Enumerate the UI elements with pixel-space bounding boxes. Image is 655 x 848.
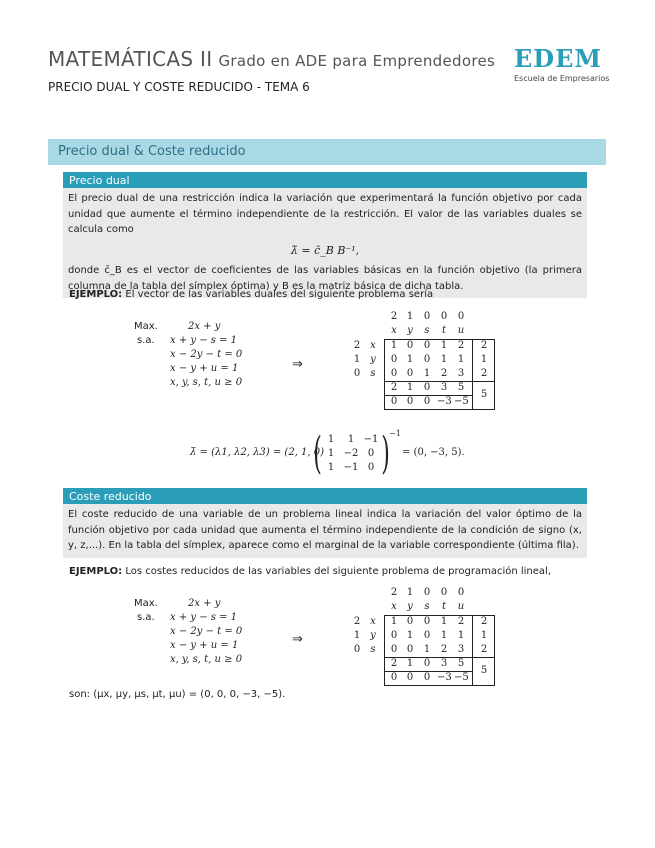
matrix-cell: 1: [327, 462, 335, 473]
basis-cost-3: 0: [353, 644, 361, 655]
section-title: Precio dual & Coste reducido: [58, 144, 246, 159]
rhs-cell: 2: [480, 368, 488, 379]
var-s: s: [424, 325, 430, 336]
precio-dual-box: [63, 172, 587, 298]
objective-function: 2x + y: [188, 598, 221, 609]
z-cell: 2: [390, 658, 398, 669]
basis-matrix: [322, 434, 382, 478]
constraint-3: x − y + u = 1: [170, 363, 239, 374]
rhs-cell: 1: [480, 630, 488, 641]
table-cell: 0: [390, 368, 398, 379]
rhs-cell: 2: [480, 616, 488, 627]
table-cell: 0: [406, 616, 414, 627]
basis-var-2: y: [370, 354, 376, 365]
constraint-2: x − 2y − t = 0: [170, 626, 243, 637]
max-label: Max.: [134, 598, 158, 609]
precio-dual-definition: El precio dual de una restricción indica la variación que experimentará la función objetivo por cada unidad que aumente el término independiente de la restricción. El valor de las variables duales se calcula como: [68, 193, 582, 235]
reduced-costs-result: son: (μx, μy, μs, μt, μu) = (0, 0, 0, −3, −5).: [69, 689, 286, 700]
dual-vector-lhs: λ̄ = (λ1, λ2, λ3) = (2, 1, 0): [190, 447, 325, 458]
st-label: s.a.: [137, 612, 155, 623]
z-value: 5: [480, 389, 488, 400]
cost-x: 2: [390, 587, 398, 598]
z-cell: 1: [406, 382, 414, 393]
table-cell: 2: [457, 616, 465, 627]
constraint-3: x − y + u = 1: [170, 640, 239, 651]
rhs-cell: 1: [480, 354, 488, 365]
table-cell: 1: [390, 616, 398, 627]
table-cell: 0: [406, 340, 414, 351]
table-cell: 0: [423, 630, 431, 641]
z-cell: 0: [423, 658, 431, 669]
table-cell: 1: [423, 368, 431, 379]
precio-dual-explanation: donde c̄_B es el vector de coeficientes de las variables básicas en la función objetivo (la primera columna de la tabla del símplex óptima) y B es la matriz básica de dicha tabla.: [68, 265, 582, 292]
table-cell: 3: [457, 368, 465, 379]
basis-var-1: x: [370, 340, 376, 351]
basis-var-1: x: [370, 616, 376, 627]
table-cell: 0: [423, 616, 431, 627]
topic-subtitle: PRECIO DUAL Y COSTE REDUCIDO - TEMA 6: [48, 80, 310, 94]
cost-t: 0: [440, 587, 448, 598]
cost-t: 0: [440, 311, 448, 322]
cost-x: 2: [390, 311, 398, 322]
dual-formula: λ̄ = c̄_B B⁻¹,: [290, 243, 360, 257]
z-cell: 5: [457, 382, 465, 393]
max-label: Max.: [134, 321, 158, 332]
constraint-1: x + y − s = 1: [170, 612, 237, 623]
edem-logo: EDEM: [514, 44, 602, 73]
table-cell: 1: [390, 340, 398, 351]
var-s: s: [424, 601, 430, 612]
example1-text: El vector de las variables duales del siguiente problema sería: [125, 289, 434, 300]
implies-arrow: ⇒: [292, 632, 303, 647]
rhs-cell: 2: [480, 644, 488, 655]
table-cell: 1: [406, 354, 414, 365]
matrix-cell: −1: [343, 462, 359, 473]
cost-s: 0: [423, 587, 431, 598]
constraint-1: x + y − s = 1: [170, 335, 237, 346]
table-cell: 1: [440, 340, 448, 351]
st-label: s.a.: [137, 335, 155, 346]
matrix-cell: 1: [347, 434, 355, 445]
matrix-cell: −2: [343, 448, 359, 459]
cost-u: 0: [457, 311, 465, 322]
objective-function: 2x + y: [188, 321, 221, 332]
var-y: y: [407, 601, 413, 612]
coste-reducido-definition: El coste reducido de una variable de un problema lineal indica la variación del valor óptimo de la función objetivo por cada unidad que aumenta el término independiente de la condición de signo (x, y, z,...). En la tabla del símplex, aparece como el marginal de la variable correspondiente (última fila).: [63, 504, 587, 558]
table-cell: 0: [390, 354, 398, 365]
z-cell: 5: [457, 658, 465, 669]
basis-cost-1: 2: [353, 616, 361, 627]
implies-arrow: ⇒: [292, 357, 303, 372]
table-cell: 1: [406, 630, 414, 641]
table-cell: 1: [440, 616, 448, 627]
marginal-cell: 0: [423, 396, 431, 407]
simplex-table-2: [336, 587, 496, 687]
table-cell: 0: [406, 368, 414, 379]
coste-reducido-box: [63, 488, 587, 558]
edem-logo-subtitle: Escuela de Empresarios: [514, 74, 610, 83]
var-t: t: [441, 601, 447, 612]
table-cell: 0: [390, 644, 398, 655]
sign-constraint: x, y, s, t, u ≥ 0: [170, 654, 243, 665]
var-y: y: [407, 325, 413, 336]
matrix-right-paren: ): [381, 428, 390, 479]
var-u: u: [457, 325, 465, 336]
table-cell: 1: [440, 354, 448, 365]
marginal-cell: −5: [454, 396, 469, 407]
coste-reducido-heading: Coste reducido: [63, 488, 587, 504]
matrix-cell: 0: [367, 448, 375, 459]
course-title: MATEMÁTICAS II: [48, 47, 213, 71]
marginal-cell: −3: [437, 396, 452, 407]
constraint-2: x − 2y − t = 0: [170, 349, 243, 360]
marginal-cell: 0: [423, 672, 431, 683]
basis-var-3: s: [370, 644, 376, 655]
inverse-exponent: −1: [389, 429, 401, 438]
marginal-cell: 0: [406, 396, 414, 407]
matrix-cell: 1: [327, 434, 335, 445]
matrix-left-paren: (: [313, 428, 322, 479]
table-cell: 0: [406, 644, 414, 655]
table-cell: 0: [423, 340, 431, 351]
example1-intro: [69, 289, 433, 300]
cost-s: 0: [423, 311, 431, 322]
cost-u: 0: [457, 587, 465, 598]
marginal-cell: 0: [390, 672, 398, 683]
z-value: 5: [480, 665, 488, 676]
var-u: u: [457, 601, 465, 612]
z-cell: 3: [440, 382, 448, 393]
section-bar: [48, 139, 606, 165]
table-cell: 2: [457, 340, 465, 351]
table-cell: 0: [423, 354, 431, 365]
precio-dual-body: [63, 188, 587, 298]
marginal-cell: −5: [454, 672, 469, 683]
cost-y: 1: [406, 587, 414, 598]
var-x: x: [391, 325, 397, 336]
basis-var-2: y: [370, 630, 376, 641]
simplex-table-1: [336, 311, 496, 411]
z-cell: 3: [440, 658, 448, 669]
z-cell: 0: [423, 382, 431, 393]
example2-intro: [69, 566, 551, 577]
var-x: x: [391, 601, 397, 612]
matrix-cell: 1: [327, 448, 335, 459]
rhs-cell: 2: [480, 340, 488, 351]
matrix-cell: 0: [367, 462, 375, 473]
degree-title: Grado en ADE para Emprendedores: [218, 52, 496, 70]
example2-label: EJEMPLO:: [69, 566, 123, 577]
marginal-cell: 0: [406, 672, 414, 683]
table-cell: 1: [457, 630, 465, 641]
table-cell: 0: [390, 630, 398, 641]
table-cell: 1: [440, 630, 448, 641]
cost-y: 1: [406, 311, 414, 322]
document-title: [48, 47, 495, 71]
example1-label: EJEMPLO:: [69, 289, 123, 300]
marginal-cell: −3: [437, 672, 452, 683]
table-cell: 1: [423, 644, 431, 655]
basis-cost-2: 1: [353, 630, 361, 641]
z-cell: 2: [390, 382, 398, 393]
matrix-cell: −1: [363, 434, 379, 445]
table-cell: 1: [457, 354, 465, 365]
sign-constraint: x, y, s, t, u ≥ 0: [170, 377, 243, 388]
example2-text: Los costes reducidos de las variables del siguiente problema de programación lineal,: [125, 566, 551, 577]
table-cell: 3: [457, 644, 465, 655]
table-cell: 2: [440, 368, 448, 379]
basis-cost-1: 2: [353, 340, 361, 351]
precio-dual-heading: Precio dual: [63, 172, 587, 188]
dual-vector-result: = (0, −3, 5).: [402, 447, 465, 458]
basis-cost-3: 0: [353, 368, 361, 379]
basis-cost-2: 1: [353, 354, 361, 365]
z-cell: 1: [406, 658, 414, 669]
table-cell: 2: [440, 644, 448, 655]
basis-var-3: s: [370, 368, 376, 379]
marginal-cell: 0: [390, 396, 398, 407]
var-t: t: [441, 325, 447, 336]
example2-problem: [134, 597, 294, 667]
example1-problem: [134, 320, 294, 390]
